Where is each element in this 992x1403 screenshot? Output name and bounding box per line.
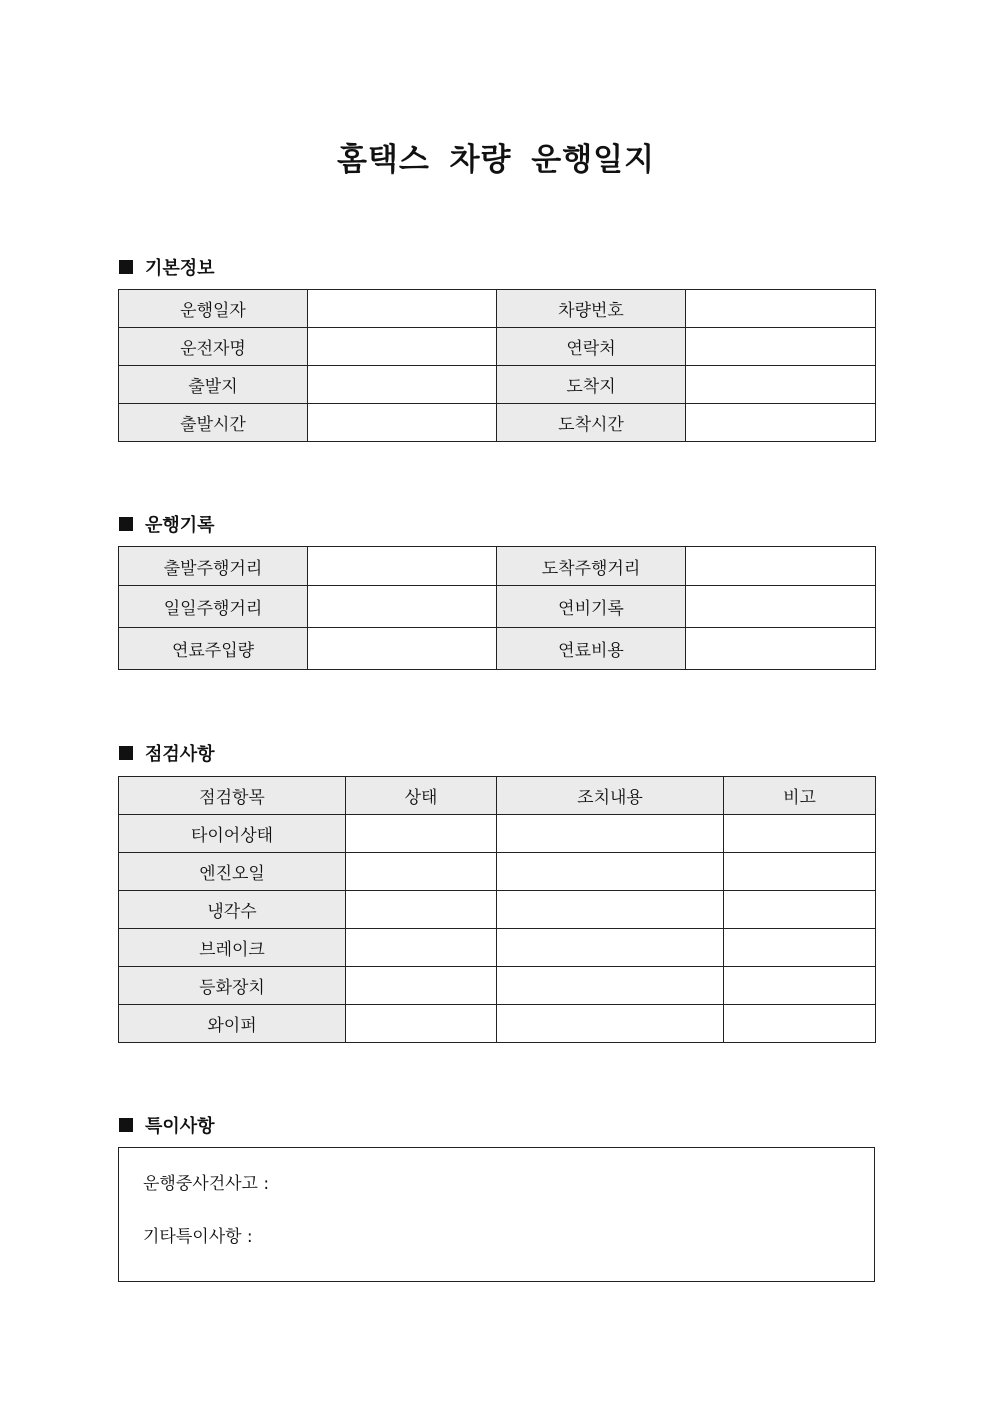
value-field[interactable]	[686, 328, 876, 366]
label-cell: 운전자명	[119, 328, 308, 366]
table-row	[119, 404, 876, 442]
label-cell: 출발주행거리	[119, 547, 308, 586]
action-field[interactable]	[497, 1005, 724, 1043]
label-cell: 연비기록	[497, 586, 686, 628]
label-cell: 도착지	[497, 366, 686, 404]
note-field[interactable]	[724, 1005, 876, 1043]
table-row	[119, 929, 876, 967]
status-field[interactable]	[346, 1005, 497, 1043]
table-row	[119, 547, 876, 586]
label-cell: 출발지	[119, 366, 308, 404]
note-field[interactable]	[724, 891, 876, 929]
column-header: 조치내용	[497, 777, 724, 815]
note-field[interactable]	[724, 929, 876, 967]
label-cell: 도착주행거리	[497, 547, 686, 586]
value-field[interactable]	[308, 290, 497, 328]
table-row	[119, 1005, 876, 1043]
table-row	[119, 586, 876, 628]
section-heading-label: 기본정보	[145, 258, 215, 279]
status-field[interactable]	[346, 891, 497, 929]
value-field[interactable]	[308, 404, 497, 442]
inspection-item-label: 타이어상태	[119, 815, 346, 853]
other-remarks-label: 기타특이사항 :	[143, 1227, 253, 1247]
note-field[interactable]	[724, 967, 876, 1005]
square-bullet-icon	[119, 260, 133, 274]
action-field[interactable]	[497, 967, 724, 1005]
column-header: 점검항목	[119, 777, 346, 815]
label-cell: 연락처	[497, 328, 686, 366]
section-heading-basic-info	[119, 254, 215, 280]
value-field[interactable]	[308, 366, 497, 404]
table-row	[119, 853, 876, 891]
table-row	[119, 967, 876, 1005]
square-bullet-icon	[119, 517, 133, 531]
action-field[interactable]	[497, 929, 724, 967]
section-heading-remarks	[119, 1112, 215, 1138]
basic-info-table	[118, 289, 876, 442]
table-row	[119, 290, 876, 328]
label-cell: 일일주행거리	[119, 586, 308, 628]
inspection-table	[118, 776, 876, 1043]
label-cell: 차량번호	[497, 290, 686, 328]
square-bullet-icon	[119, 746, 133, 760]
inspection-item-label: 냉각수	[119, 891, 346, 929]
table-row	[119, 328, 876, 366]
column-header: 상태	[346, 777, 497, 815]
value-field[interactable]	[308, 586, 497, 628]
status-field[interactable]	[346, 967, 497, 1005]
table-row	[119, 628, 876, 670]
label-cell: 연료비용	[497, 628, 686, 670]
action-field[interactable]	[497, 853, 724, 891]
value-field[interactable]	[308, 328, 497, 366]
section-heading-label: 운행기록	[145, 515, 215, 536]
action-field[interactable]	[497, 891, 724, 929]
inspection-item-label: 등화장치	[119, 967, 346, 1005]
note-field[interactable]	[724, 853, 876, 891]
remarks-box[interactable]	[118, 1147, 875, 1282]
value-field[interactable]	[686, 290, 876, 328]
incident-label: 운행중사건사고 :	[143, 1174, 270, 1194]
label-cell: 운행일자	[119, 290, 308, 328]
label-cell: 출발시간	[119, 404, 308, 442]
value-field[interactable]	[686, 628, 876, 670]
section-heading-label: 특이사항	[145, 1116, 215, 1137]
label-cell: 연료주입량	[119, 628, 308, 670]
document-title: 홈택스 차량 운행일지	[336, 142, 656, 178]
value-field[interactable]	[686, 366, 876, 404]
label-cell: 도착시간	[497, 404, 686, 442]
inspection-item-label: 엔진오일	[119, 853, 346, 891]
value-field[interactable]	[686, 404, 876, 442]
inspection-item-label: 와이퍼	[119, 1005, 346, 1043]
section-heading-inspection	[119, 740, 215, 766]
value-field[interactable]	[308, 547, 497, 586]
value-field[interactable]	[686, 586, 876, 628]
driving-record-table	[118, 546, 876, 670]
table-row	[119, 815, 876, 853]
status-field[interactable]	[346, 815, 497, 853]
section-heading-label: 점검사항	[145, 744, 215, 765]
value-field[interactable]	[308, 628, 497, 670]
inspection-item-label: 브레이크	[119, 929, 346, 967]
status-field[interactable]	[346, 929, 497, 967]
square-bullet-icon	[119, 1118, 133, 1132]
table-row	[119, 366, 876, 404]
status-field[interactable]	[346, 853, 497, 891]
table-header-row	[119, 777, 876, 815]
value-field[interactable]	[686, 547, 876, 586]
column-header: 비고	[724, 777, 876, 815]
table-row	[119, 891, 876, 929]
note-field[interactable]	[724, 815, 876, 853]
action-field[interactable]	[497, 815, 724, 853]
section-heading-driving-record	[119, 511, 215, 537]
